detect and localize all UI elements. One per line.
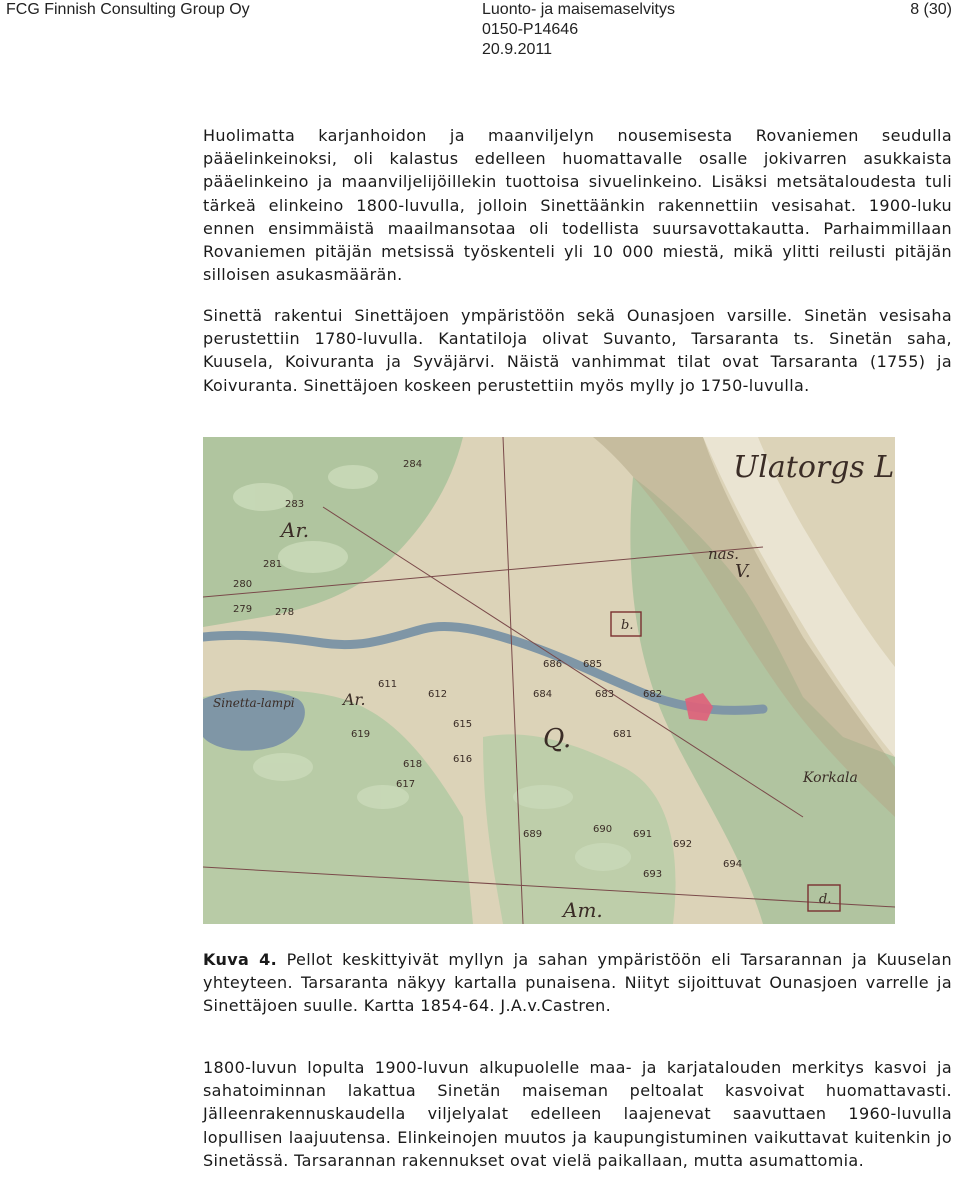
map-label-plot-d: d. [819,892,832,907]
historic-map-drawing [203,437,895,924]
map-parcel-number: 689 [523,829,543,840]
map-label-lake: Sinetta-lampi [213,696,295,710]
map-label-ar: Ar. [343,690,366,709]
map-label-river-name: Ulatorgs L [733,450,895,485]
map-parcel-number: 279 [233,604,253,615]
figure-caption-text: Pellot keskittyivät myllyn ja sahan ympäristöön eli Tarsarannan ja Kuuselan yhteyteen. Tarsaranta näkyy kartalla punaisena. Niityt sijoittuvat Ounasjoen varrelle ja Sinettäjoen suulle. Kartta 1854-64. J.A.v.Castren. [203,950,953,1016]
map-parcel-number: 681 [613,729,633,740]
figure-caption [203,948,952,1018]
map-parcel-number: 685 [583,659,603,670]
paragraph-history-livelihoods: Huolimatta karjanhoidon ja maanviljelyn nousemisesta Rovaniemen seudulla pääelinkeinoksi, oli kalastus edelleen huomattavalle osalle jokivarren asukkaista pääelinkeino ja maanviljelijöillekin tuottoisa sivuelinkeino. Lisäksi metsätaloudesta tuli tärkeä elinkeino 1800-luvulla, jolloin Sinettäänkin rakennettiin vesisahat. 1900-luku ennen ensimmäistä maailmansotaa oli todellista suursavottakautta. Parhaimmillaan Rovaniemen pitäjän metsissä työskenteli yli 10 000 miestä, mikä ylitti reilusti pitäjän silloisen asukasmäärän. [203,126,952,285]
map-label-v: V. [735,561,751,582]
figure-caption-label: Kuva 4. [203,950,278,969]
map-label-farm: Korkala [803,770,858,786]
map-parcel-number: 690 [593,824,613,835]
map-parcel-number: 618 [403,759,423,770]
map-label-q: Q. [543,724,572,754]
map-label-ar: Ar. [281,518,310,542]
header-report-title: Luonto- ja maisemaselvitys [482,1,675,18]
paragraph-sinetta-settlement: Sinettä rakentui Sinettäjoen ympäristöön sekä Ounasjoen varsille. Sinetän vesisaha perustettiin 1780-luvulla. Kantatiloja olivat Suvanto, Tarsaranta ts. Sinetän saha, Kuusela, Koivuranta ja Syväjärvi. Näistä vanhimmat tilat ovat Tarsaranta (1755) ja Koivuranta. Sinettäjoen koskeen perustettiin myös mylly jo 1750-luvulla. [203,306,952,395]
map-parcel-number: 617 [396,779,416,790]
header-date: 20.9.2011 [482,41,552,58]
map-parcel-number: 611 [378,679,398,690]
map-parcel-number: 683 [595,689,615,700]
map-parcel-number: 692 [673,839,693,850]
map-parcel-number: 693 [643,869,663,880]
map-parcel-number: 619 [351,729,371,740]
map-parcel-number: 281 [263,559,283,570]
header-company: FCG Finnish Consulting Group Oy [6,1,250,18]
map-label-plot-b: b. [621,618,634,633]
header-page-number: 8 (30) [910,1,952,18]
map-parcel-number: 684 [533,689,553,700]
header-report-info [482,0,675,60]
map-parcel-number: 612 [428,689,448,700]
paragraph-20th-century-change: 1800-luvun lopulta 1900-luvun alkupuolelle maa- ja karjatalouden merkitys kasvoi ja sahatoiminnan lakattua Sinetän maiseman peltoalat kasvoivat huomattavasti. Jälleenrakennuskaudella viljelyalat edelleen laajenevat saavuttaen 1960-luvulla lopullisen laajuutensa. Elinkeinojen muutos ja kaupungistuminen vaikuttavat kuitenkin jo Sinetässä. Tarsarannan rakennukset ovat vielä paikallaan, mutta asumattomia. [203,1058,952,1170]
map-parcel-number: 616 [453,754,473,765]
map-parcel-number: 278 [275,607,295,618]
header-project-code: 0150-P14646 [482,21,579,38]
map-label-am: Am. [563,898,603,922]
map-parcel-number: 686 [543,659,563,670]
map-parcel-number: 682 [643,689,663,700]
map-parcel-number: 283 [285,499,305,510]
map-parcel-number: 280 [233,579,253,590]
historic-map-image [203,437,895,924]
map-parcel-number: 615 [453,719,473,730]
map-label-nas: nas. [708,545,740,563]
map-parcel-number: 694 [723,859,743,870]
map-parcel-number: 284 [403,459,423,470]
map-parcel-number: 691 [633,829,653,840]
